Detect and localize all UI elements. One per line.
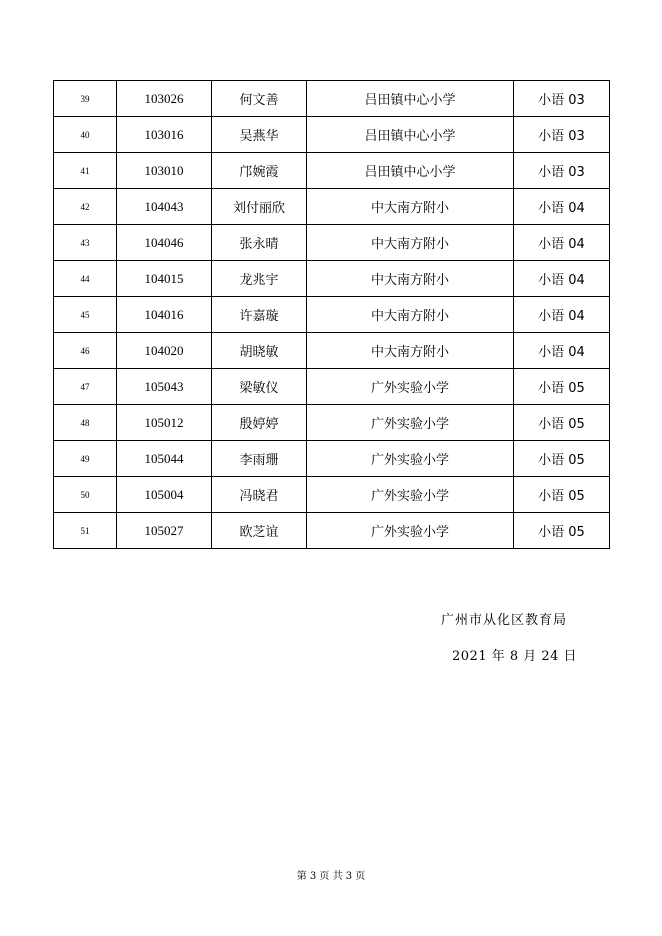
table-row	[54, 225, 610, 261]
cell-seq: 42	[54, 189, 117, 225]
cell-name: 许嘉璇	[212, 297, 307, 333]
cell-school: 广外实验小学	[307, 405, 514, 441]
cell-school: 中大南方附小	[307, 189, 514, 225]
table-row	[54, 477, 610, 513]
cell-name: 欧芝谊	[212, 513, 307, 549]
cell-seq: 47	[54, 369, 117, 405]
table-row	[54, 297, 610, 333]
cell-candidate-id: 105027	[117, 513, 212, 549]
cell-seq: 49	[54, 441, 117, 477]
cell-seq: 41	[54, 153, 117, 189]
cell-seq: 43	[54, 225, 117, 261]
cell-candidate-id: 103026	[117, 81, 212, 117]
cell-group: 小语 03	[514, 153, 610, 189]
cell-seq: 51	[54, 513, 117, 549]
cell-group: 小语 04	[514, 333, 610, 369]
cell-school: 吕田镇中心小学	[307, 81, 514, 117]
cell-group: 小语 05	[514, 405, 610, 441]
table-row	[54, 81, 610, 117]
roster-table-body	[54, 81, 610, 549]
table-row	[54, 153, 610, 189]
table-row	[54, 189, 610, 225]
cell-name: 邝婉霞	[212, 153, 307, 189]
cell-candidate-id: 105004	[117, 477, 212, 513]
cell-name: 李雨珊	[212, 441, 307, 477]
issue-date: 2021 年 8 月 24 日	[452, 649, 578, 664]
cell-candidate-id: 104015	[117, 261, 212, 297]
cell-seq: 39	[54, 81, 117, 117]
cell-school: 广外实验小学	[307, 477, 514, 513]
cell-school: 中大南方附小	[307, 261, 514, 297]
cell-candidate-id: 105044	[117, 441, 212, 477]
cell-name: 龙兆宇	[212, 261, 307, 297]
cell-candidate-id: 104043	[117, 189, 212, 225]
cell-seq: 44	[54, 261, 117, 297]
table-row	[54, 369, 610, 405]
page-number: 第 3 页 共 3 页	[296, 871, 366, 882]
cell-candidate-id: 104020	[117, 333, 212, 369]
cell-name: 胡晓敏	[212, 333, 307, 369]
cell-group: 小语 05	[514, 441, 610, 477]
cell-name: 吴燕华	[212, 117, 307, 153]
table-row	[54, 513, 610, 549]
cell-name: 殷婷婷	[212, 405, 307, 441]
cell-group: 小语 05	[514, 477, 610, 513]
cell-seq: 45	[54, 297, 117, 333]
cell-school: 广外实验小学	[307, 369, 514, 405]
cell-candidate-id: 103016	[117, 117, 212, 153]
cell-school: 中大南方附小	[307, 297, 514, 333]
table-row	[54, 261, 610, 297]
cell-seq: 50	[54, 477, 117, 513]
cell-seq: 46	[54, 333, 117, 369]
cell-school: 吕田镇中心小学	[307, 117, 514, 153]
cell-group: 小语 03	[514, 117, 610, 153]
table-row	[54, 441, 610, 477]
cell-school: 广外实验小学	[307, 513, 514, 549]
cell-candidate-id: 105043	[117, 369, 212, 405]
table-row	[54, 117, 610, 153]
cell-school: 中大南方附小	[307, 333, 514, 369]
cell-school: 中大南方附小	[307, 225, 514, 261]
issuing-organization: 广州市从化区教育局	[441, 613, 568, 628]
cell-candidate-id: 103010	[117, 153, 212, 189]
cell-seq: 48	[54, 405, 117, 441]
table-row	[54, 333, 610, 369]
cell-name: 刘付丽欣	[212, 189, 307, 225]
cell-name: 张永晴	[212, 225, 307, 261]
cell-group: 小语 03	[514, 81, 610, 117]
cell-candidate-id: 104016	[117, 297, 212, 333]
cell-name: 何文善	[212, 81, 307, 117]
cell-candidate-id: 104046	[117, 225, 212, 261]
cell-group: 小语 04	[514, 189, 610, 225]
cell-group: 小语 04	[514, 261, 610, 297]
cell-group: 小语 05	[514, 513, 610, 549]
cell-school: 吕田镇中心小学	[307, 153, 514, 189]
table-row	[54, 405, 610, 441]
cell-school: 广外实验小学	[307, 441, 514, 477]
cell-name: 冯晓君	[212, 477, 307, 513]
cell-name: 梁敏仪	[212, 369, 307, 405]
cell-group: 小语 05	[514, 369, 610, 405]
cell-group: 小语 04	[514, 225, 610, 261]
cell-seq: 40	[54, 117, 117, 153]
roster-table	[53, 80, 610, 549]
cell-candidate-id: 105012	[117, 405, 212, 441]
cell-group: 小语 04	[514, 297, 610, 333]
